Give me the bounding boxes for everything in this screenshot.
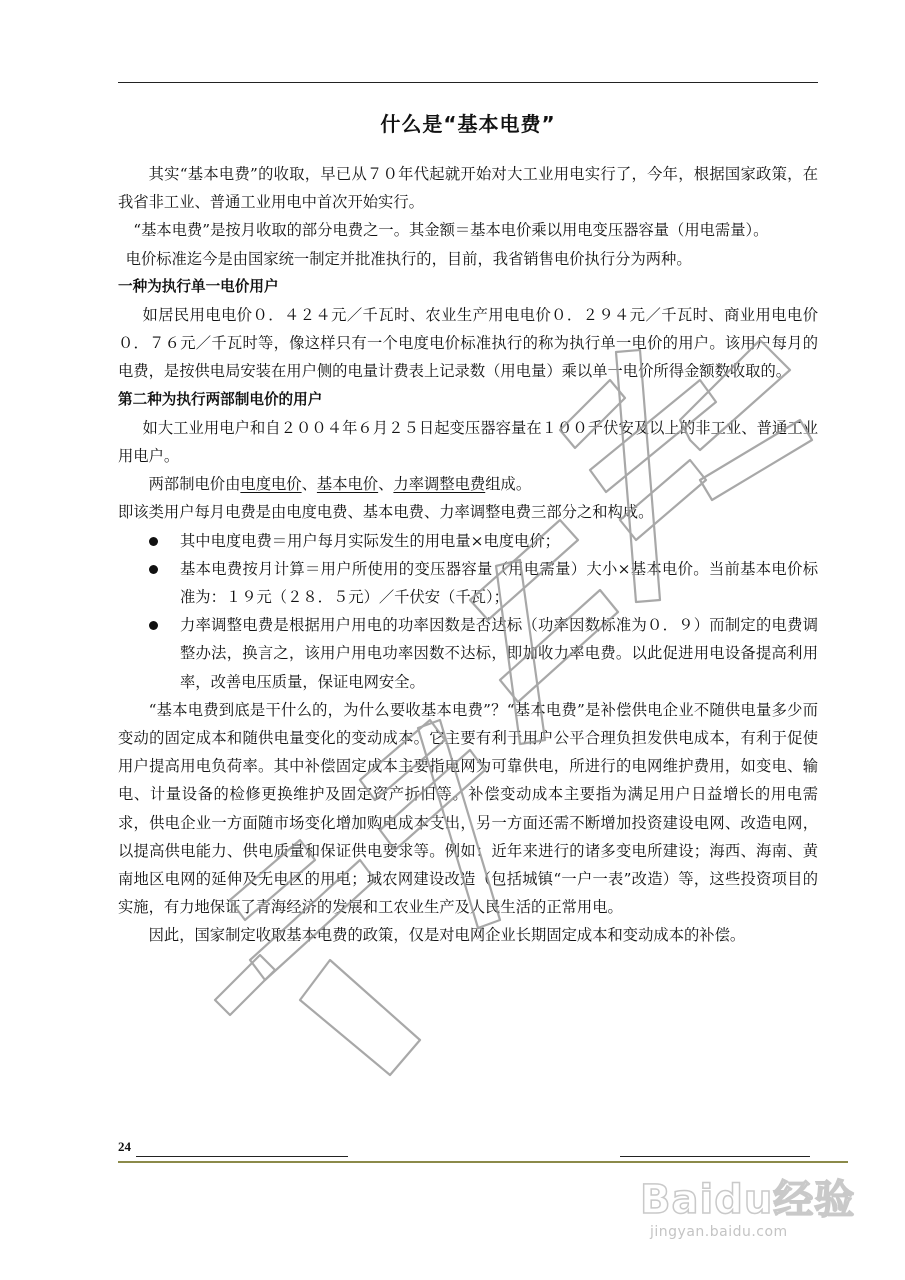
composition-suffix: 组成。 [485,475,532,494]
list-item [118,555,818,611]
bullet-icon [149,565,158,574]
baidu-jingyan-watermark [640,1168,860,1258]
bullet-icon [149,537,158,546]
paragraph-why-basic-fee: “基本电费到底是干什么的，为什么要收基本电费”？“基本电费”是补偿供电企业不随供电量多少而变动的固定成本和随供电量变化的变动成本。它主要有利于用户公平合理负担发供电成本，有利于促使用户提高用电负荷率。其中补偿固定成本主要指电网为可靠供电，所进行的电网维护费用，如变电、输电、计量设备的检修更换维护及固定资产折旧等。补偿变动成本主要指为满足用户日益增长的用电需求，供电企业一方面随市场变化增加购电成本支出，另一方面还需不断增加投资建设电网、改造电网，以提高供电能力、供电质量和保证供电要求等。例如：近年来进行的诸多变电所建设；海西、海南、黄南地区电网的延伸及无电区的用电；城农网建设改造（包括城镇“一户一表”改造）等，这些投资项目的实施，有力地保证了青海经济的发展和工农业生产及人民生活的正常用电。 [118,700,818,917]
link-power-factor-fee[interactable]: 力率调整电费 [393,475,486,494]
paragraph-definition: “基本电费”是按月收取的部分电费之一。其金额＝基本电价乘以用电变压器容量（用电需量）。 [133,221,769,240]
paragraph-two-part-composition [118,470,818,498]
footer-rule-right [620,1156,810,1157]
list-item-text: 基本电费按月计算＝用户所使用的变压器容量（用电需量）大小×基本电价。当前基本电价标准为：１９元（２８．５元）／千伏安（千瓦）； [180,559,818,607]
bullet-icon [149,621,158,630]
page-title: 什么是“基本电费” [380,112,556,136]
list-item [118,611,818,696]
baidu-logo: Baidu经验 [640,1177,856,1223]
paragraph-conclusion: 因此，国家制定收取基本电费的政策，仅是对电网企业长期固定成本和变动成本的补偿。 [148,926,746,945]
link-basic-price[interactable]: 基本电价 [316,475,379,494]
bullet-list [118,527,818,696]
list-item-text: 力率调整电费是根据用户用电的功率因数是否达标（功率因数标准为０．９）而制定的电费调整办法，换言之，该用户用电功率因数不达标，即加收力率电费。以此促进用电设备提高利用率，改善电压质量，保证电网安全。 [180,616,818,691]
paragraph-single-price: 如居民用电电价０．４２４元／千瓦时、农业生产用电电价０．２９４元／千瓦时、商业用电电价０．７６元／千瓦时等，像这样只有一个电度电价标准执行的称为执行单一电价的用户。该用户每月的电费，是按供电局安装在用户侧的电量计费表上记录数（用电量）乘以单一电价所得金额数收取的。 [118,306,818,381]
separator: 、 [301,475,317,494]
header-rule [118,82,818,83]
separator: 、 [378,475,394,494]
paragraph-price-standard: 电价标准迄今是由国家统一制定并批准执行的，目前，我省销售电价执行分为两种。 [125,249,692,268]
list-item-text: 其中电度电费＝用户每月实际发生的用电量×电度电价； [180,531,560,550]
baidu-url: jingyan.baidu.com [650,1224,788,1240]
heading-two-part-price: 第二种为执行两部制电价的用户 [118,390,323,408]
footer-rule-olive [118,1161,848,1163]
page-number: 24 [118,1139,131,1154]
document-body [118,160,818,950]
paragraph-monthly-bill: 即该类用户每月电费是由电度电费、基本电费、力率调整电费三部分之和构成。 [118,503,654,522]
footer-rule-left [136,1156,348,1157]
list-item [118,527,818,555]
composition-prefix: 两部制电价由 [148,475,241,494]
link-energy-price[interactable]: 电度电价 [240,475,302,494]
heading-single-price: 一种为执行单一电价用户 [118,277,279,295]
paragraph-intro: 其实“基本电费”的收取，早已从７０年代起就开始对大工业用电实行了，今年，根据国家政策，在我省非工业、普通工业用电中首次开始实行。 [118,165,818,212]
paragraph-two-part-users: 如大工业用电户和自２００４年６月２５日起变压器容量在１００千伏安及以上的非工业、普通工业用电户。 [118,418,818,466]
